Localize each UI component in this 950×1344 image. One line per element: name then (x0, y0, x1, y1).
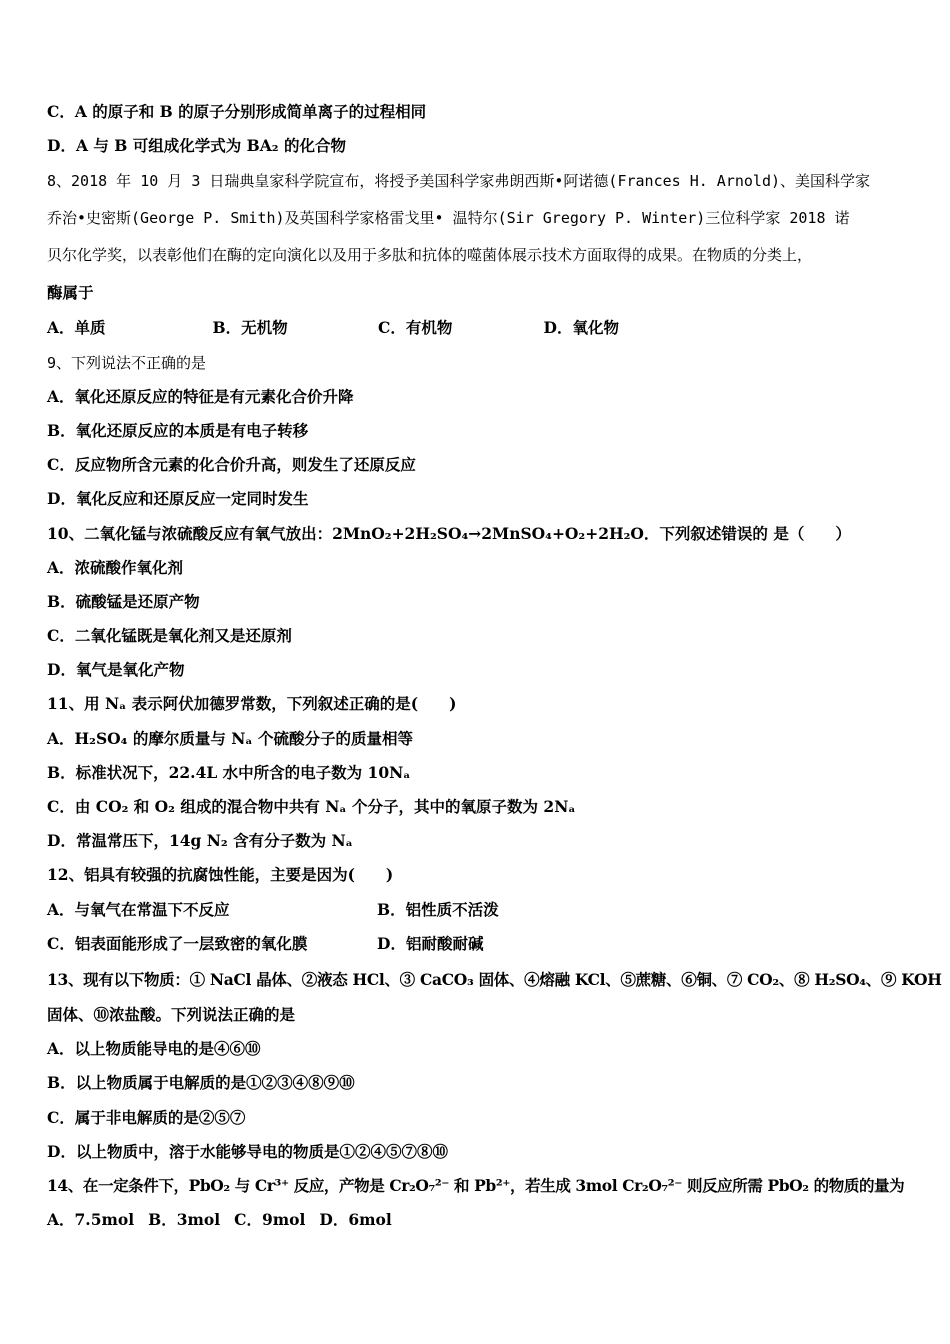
q13-option-a: A．以上物质能导电的是④⑥⑩ (47, 1039, 261, 1059)
q14-stem: 14、在一定条件下，PbO₂ 与 Cr³⁺ 反应，产物是 Cr₂O₇²⁻ 和 Pb²⁺，若生成 3mol Cr₂O₇²⁻ 则反应所需 PbO₂ 的物质的量为 (47, 1175, 905, 1195)
q10-option-c: C．二氧化锰既是氧化剂又是还原剂 (47, 626, 292, 646)
q11-option-d: D．常温常压下，14g N₂ 含有分子数为 Nₐ (47, 831, 353, 851)
q7-option-c: C．A 的原子和 B 的原子分别形成简单离子的过程相同 (47, 102, 427, 121)
q7-option-d: D．A 与 B 可组成化学式为 BA₂ 的化合物 (47, 136, 346, 156)
question-8 (47, 163, 917, 311)
q14-option-d: D．6mol (319, 1210, 392, 1230)
question-content (47, 95, 942, 1237)
q8-options (47, 311, 917, 345)
q9-option-d: D．氧化反应和还原反应一定同时发生 (47, 489, 309, 509)
q10-stem: 10、二氧化锰与浓硫酸反应有氧气放出：2MnO₂+2H₂SO₄→2MnSO₄+O₂+2H₂O．下列叙述错误的 是（ ） (47, 523, 851, 543)
q14-option-b: B．3mol (148, 1210, 221, 1230)
q11-stem: 11、用 Nₐ 表示阿伏加德罗常数，下列叙述正确的是( ) (47, 694, 457, 714)
q12-options-row1 (47, 893, 917, 927)
q10-option-b: B．硫酸锰是还原产物 (47, 591, 200, 611)
q8-stem-line: 贝尔化学奖，以表彰他们在酶的定向演化以及用于多肽和抗体的噬菌体展示技术方面取得的成果。在物质的分类上， (47, 246, 813, 265)
q9-option-c: C．反应物所含元素的化合价升高，则发生了还原反应 (47, 455, 416, 475)
q12-option-c: C．铝表面能形成了一层致密的氧化膜 (47, 933, 308, 953)
q8-stem-line: 8、2018 年 10 月 3 日瑞典皇家科学院宣布，将授予美国科学家弗朗西斯•阿诺德(Frances H. Arnold)、美国科学家 (47, 172, 871, 191)
q13-option-d: D．以上物质中，溶于水能够导电的物质是①②④⑤⑦⑧⑩ (47, 1141, 448, 1161)
q12-options-row2 (47, 927, 917, 961)
q12-stem: 12、铝具有较强的抗腐蚀性能，主要是因为( ) (47, 865, 394, 885)
q8-stem-line: 乔治•史密斯(George P. Smith)及英国科学家格雷戈里• 温特尔(Sir Gregory P. Winter)三位科学家 2018 诺 (47, 209, 850, 228)
q9-stem: 9、下列说法不正确的是 (47, 353, 207, 372)
q12-option-b: B．铝性质不活泼 (377, 899, 499, 919)
q8-option-b: B．无机物 (212, 318, 288, 338)
q13-option-c: C．属于非电解质的是②⑤⑦ (47, 1107, 246, 1127)
q8-stem-line: 酶属于 (47, 283, 94, 303)
q8-option-d: D．氧化物 (543, 318, 619, 338)
q11-option-c: C．由 CO₂ 和 O₂ 组成的混合物中共有 Nₐ 个分子，其中的氧原子数为 2Nₐ (47, 797, 576, 816)
q13-option-b: B．以上物质属于电解质的是①②③④⑧⑨⑩ (47, 1073, 355, 1093)
q12-option-a: A．与氧气在常温下不反应 (47, 899, 230, 919)
q9-option-a: A．氧化还原反应的特征是有元素化合价升降 (47, 386, 354, 406)
q8-option-a: A．单质 (47, 318, 106, 338)
q14-option-c: C．9mol (234, 1210, 306, 1230)
q13-stem-line: 固体、⑩浓盐酸。下列说法正确的是 (47, 1004, 296, 1024)
q11-option-b: B．标准状况下，22.4L 水中所含的电子数为 10Nₐ (47, 762, 411, 782)
q10-option-d: D．氧气是氧化产物 (47, 660, 185, 680)
q13-stem-line: 13、现有以下物质：① NaCl 晶体、②液态 HCl、③ CaCO₃ 固体、④熔融 KCl、⑤蔗糖、⑥铜、⑦ CO₂、⑧ H₂SO₄、⑨ KOH (47, 969, 942, 989)
q14-options (47, 1203, 917, 1237)
q8-option-c: C．有机物 (378, 318, 453, 338)
q11-option-a: A．H₂SO₄ 的摩尔质量与 Nₐ 个硫酸分子的质量相等 (47, 728, 414, 748)
q12-option-d: D．铝耐酸耐碱 (377, 933, 484, 953)
q14-option-a: A．7.5mol (47, 1210, 135, 1230)
q9-option-b: B．氧化还原反应的本质是有电子转移 (47, 420, 309, 440)
q10-option-a: A．浓硫酸作氧化剂 (47, 557, 184, 577)
